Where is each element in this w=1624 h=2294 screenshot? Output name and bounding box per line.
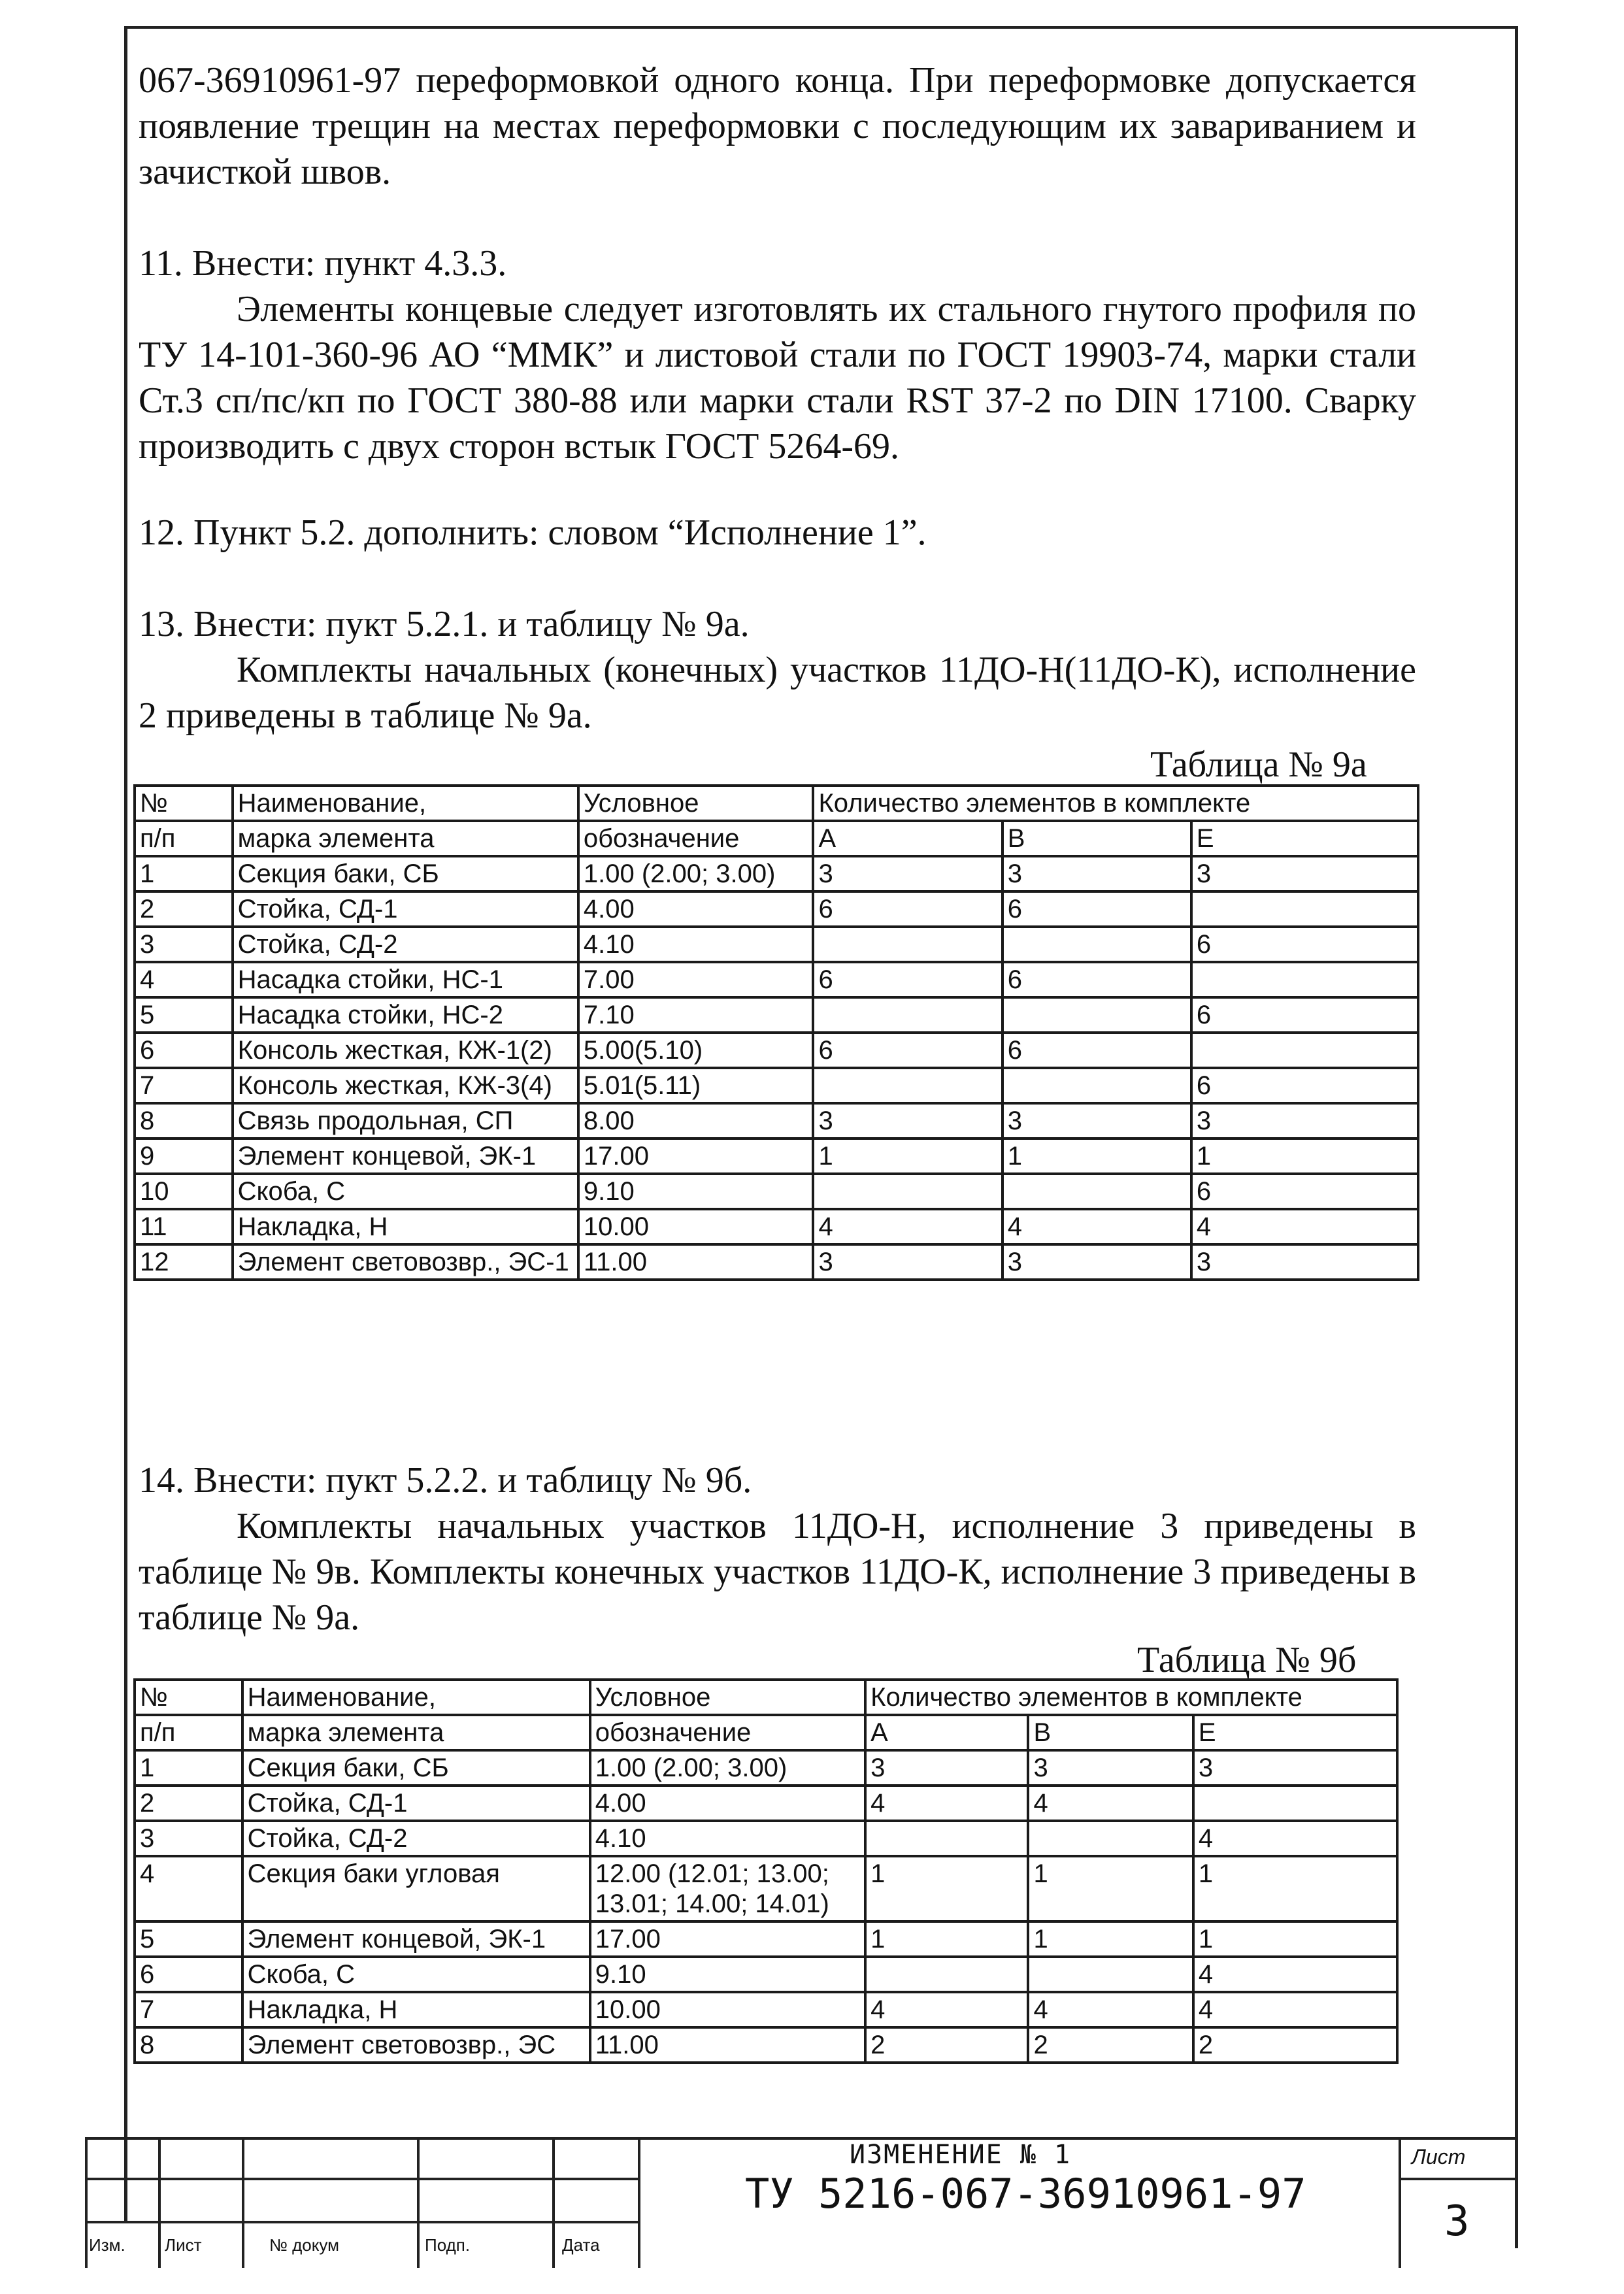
table-9b <box>133 1678 1399 2064</box>
cell-qty-b: 3 <box>1028 1750 1193 1786</box>
item14-heading: 14. Внести: пукт 5.2.2. и таблицу № 9б. <box>139 1460 752 1501</box>
stamp-line-top <box>85 2137 1518 2140</box>
stamp-vline-2 <box>158 2137 161 2268</box>
title-block-stamp <box>85 2137 1518 2274</box>
cell-qty-a <box>865 1821 1028 1856</box>
table9b-h-a: А <box>865 1715 1028 1750</box>
stamp-vline-5 <box>552 2137 555 2268</box>
cell-qty-e: 6 <box>1191 927 1418 962</box>
cell-qty-a <box>813 1068 1002 1103</box>
cell-qty-b: 6 <box>1003 891 1191 927</box>
cell-qty-e: 6 <box>1191 1068 1418 1103</box>
cell-num: 7 <box>135 1068 233 1103</box>
cell-qty-a: 1 <box>865 1921 1028 1957</box>
cell-qty-a: 3 <box>813 856 1002 891</box>
stamp-line-sheet <box>1399 2178 1518 2180</box>
intro-paragraph <box>139 58 1416 195</box>
cell-code: 5.01(5.11) <box>578 1068 814 1103</box>
cell-name: Элемент концевой, ЭК-1 <box>242 1921 590 1957</box>
cell-qty-e: 1 <box>1193 1921 1397 1957</box>
stamp-vline-4 <box>417 2137 420 2268</box>
table-row <box>135 891 1418 927</box>
cell-name: Элемент световозвр., ЭС-1 <box>233 1244 578 1280</box>
cell-name: Скоба, С <box>233 1174 578 1209</box>
table9b-h-num1: № <box>135 1680 242 1715</box>
cell-qty-b: 1 <box>1003 1139 1191 1174</box>
cell-name: Стойка, СД-2 <box>233 927 578 962</box>
cell-qty-e: 1 <box>1193 1856 1397 1921</box>
cell-num: 7 <box>135 1992 242 2027</box>
intro-text: 067-36910961-97 переформовкой одного конца. При переформовке допускается появление трещин на местах переформовки с последующим их завариванием и зачисткой швов. <box>139 60 1416 192</box>
cell-qty-e <box>1191 962 1418 997</box>
cell-name: Стойка, СД-1 <box>242 1786 590 1821</box>
cell-qty-e <box>1191 891 1418 927</box>
cell-code: 5.00(5.10) <box>578 1033 814 1068</box>
stamp-col-sign: Подп. <box>425 2235 471 2255</box>
cell-qty-a: 6 <box>813 1033 1002 1068</box>
table9b-h-code1: Условное <box>590 1680 865 1715</box>
table9b-body <box>135 1750 1397 2063</box>
cell-qty-e <box>1193 1786 1397 1821</box>
table-row <box>135 1957 1397 1992</box>
table9a-h-num1: № <box>135 786 233 821</box>
table9b-h-code2: обозначение <box>590 1715 865 1750</box>
cell-qty-e: 3 <box>1191 1244 1418 1280</box>
table9a-h-b: В <box>1003 821 1191 856</box>
cell-qty-b: 4 <box>1028 1786 1193 1821</box>
cell-qty-a: 4 <box>813 1209 1002 1244</box>
cell-code: 11.00 <box>578 1244 814 1280</box>
cell-code: 12.00 (12.01; 13.00; 13.01; 14.00; 14.01) <box>590 1856 865 1921</box>
stamp-col-izm: Изм. <box>89 2235 125 2255</box>
cell-qty-b <box>1003 1174 1191 1209</box>
cell-qty-b: 3 <box>1003 1103 1191 1139</box>
stamp-col-doc: № докум <box>269 2235 339 2255</box>
cell-num: 2 <box>135 1786 242 1821</box>
table-row <box>135 997 1418 1033</box>
cell-qty-e: 4 <box>1193 1992 1397 2027</box>
table-row <box>135 1921 1397 1957</box>
table9b-h-qty: Количество элементов в комплекте <box>865 1680 1397 1715</box>
item11-heading: 11. Внести: пункт 4.3.3. <box>139 243 507 284</box>
cell-code: 11.00 <box>590 2027 865 2063</box>
cell-qty-e: 2 <box>1193 2027 1397 2063</box>
table-row <box>135 1992 1397 2027</box>
table9a-h-name1: Наименование, <box>233 786 578 821</box>
cell-code: 1.00 (2.00; 3.00) <box>578 856 814 891</box>
stamp-vline-1 <box>85 2137 88 2268</box>
frame-top-line <box>124 26 1518 29</box>
cell-qty-a: 6 <box>813 962 1002 997</box>
cell-name: Элемент световозвр., ЭС <box>242 2027 590 2063</box>
cell-qty-a <box>865 1957 1028 1992</box>
table-row <box>135 2027 1397 2063</box>
cell-name: Связь продольная, СП <box>233 1103 578 1139</box>
cell-qty-e: 6 <box>1191 1174 1418 1209</box>
cell-name: Стойка, СД-2 <box>242 1821 590 1856</box>
cell-num: 8 <box>135 1103 233 1139</box>
cell-qty-a: 4 <box>865 1786 1028 1821</box>
item14-text: Комплекты начальных участков 11ДО-Н, исполнение 3 приведены в таблице № 9в. Комплекты конечных участков 11ДО-К, исполнение 3 приведены в таблице № 9а. <box>139 1506 1416 1638</box>
cell-code: 17.00 <box>578 1139 814 1174</box>
cell-qty-b: 4 <box>1028 1992 1193 2027</box>
cell-name: Скоба, С <box>242 1957 590 1992</box>
cell-code: 17.00 <box>590 1921 865 1957</box>
cell-qty-b <box>1003 1068 1191 1103</box>
table-row <box>135 1786 1397 1821</box>
table-row <box>135 1103 1418 1139</box>
stamp-change-title: ИЗМЕНЕНИЕ № 1 <box>850 2140 1072 2170</box>
cell-qty-a: 3 <box>813 1244 1002 1280</box>
cell-code: 7.10 <box>578 997 814 1033</box>
cell-qty-b: 3 <box>1003 1244 1191 1280</box>
cell-name: Консоль жесткая, КЖ-1(2) <box>233 1033 578 1068</box>
table-9a <box>133 784 1419 1281</box>
table-row <box>135 1821 1397 1856</box>
table9b-header-row-1 <box>135 1680 1397 1715</box>
item12-heading: 12. Пункт 5.2. дополнить: словом “Исполнение 1”. <box>139 512 927 553</box>
table9a-caption: Таблица № 9а <box>1150 744 1367 785</box>
cell-qty-e: 6 <box>1191 997 1418 1033</box>
table9a-h-e: Е <box>1191 821 1418 856</box>
table9b-caption: Таблица № 9б <box>1137 1640 1357 1680</box>
cell-num: 3 <box>135 927 233 962</box>
cell-num: 3 <box>135 1821 242 1856</box>
cell-qty-b <box>1003 997 1191 1033</box>
stamp-doc-code: ТУ 5216-067-36910961-97 <box>745 2170 1306 2218</box>
table9a-h-num2: п/п <box>135 821 233 856</box>
table-row <box>135 856 1418 891</box>
cell-qty-a: 1 <box>813 1139 1002 1174</box>
cell-name: Секция баки угловая <box>242 1856 590 1921</box>
cell-num: 6 <box>135 1033 233 1068</box>
cell-num: 1 <box>135 1750 242 1786</box>
stamp-sheet-label: Лист <box>1412 2145 1466 2169</box>
item13-text: Комплекты начальных (конечных) участков 11ДО-Н(11ДО-К), исполнение 2 приведены в таблице № 9а. <box>139 650 1416 736</box>
cell-qty-e: 4 <box>1191 1209 1418 1244</box>
table9a-header-row-2 <box>135 821 1418 856</box>
cell-name: Накладка, Н <box>242 1992 590 2027</box>
table9b-h-name1: Наименование, <box>242 1680 590 1715</box>
cell-qty-a: 2 <box>865 2027 1028 2063</box>
cell-num: 9 <box>135 1139 233 1174</box>
item14-paragraph <box>139 1503 1416 1640</box>
cell-num: 11 <box>135 1209 233 1244</box>
table-row <box>135 1139 1418 1174</box>
cell-name: Накладка, Н <box>233 1209 578 1244</box>
cell-num: 12 <box>135 1244 233 1280</box>
table-row <box>135 1856 1397 1921</box>
cell-qty-e <box>1191 1033 1418 1068</box>
item11-text: Элементы концевые следует изготовлять их стального гнутого профиля по ТУ 14-101-360-96 АО “ММК” и листовой стали по ГОСТ 19903-74, марки стали Ст.3 сп/пс/кп по ГОСТ 380-88 или марки стали RST 37-2 по DIN 17100. Сварку производить с двух сторон встык ГОСТ 5264-69. <box>139 289 1416 467</box>
table9a-body <box>135 856 1418 1280</box>
cell-code: 8.00 <box>578 1103 814 1139</box>
cell-qty-a: 3 <box>813 1103 1002 1139</box>
cell-qty-e: 3 <box>1191 856 1418 891</box>
cell-code: 10.00 <box>590 1992 865 2027</box>
item11-paragraph <box>139 286 1416 469</box>
cell-num: 2 <box>135 891 233 927</box>
cell-qty-a: 3 <box>865 1750 1028 1786</box>
table9a-h-a: А <box>813 821 1002 856</box>
cell-code: 4.00 <box>578 891 814 927</box>
cell-code: 7.00 <box>578 962 814 997</box>
table9b-h-e: Е <box>1193 1715 1397 1750</box>
cell-num: 5 <box>135 997 233 1033</box>
frame-left-line <box>124 26 127 2222</box>
cell-name: Секция баки, СБ <box>233 856 578 891</box>
cell-qty-b: 6 <box>1003 962 1191 997</box>
table-row <box>135 1750 1397 1786</box>
cell-qty-b <box>1003 927 1191 962</box>
cell-qty-e: 3 <box>1193 1750 1397 1786</box>
cell-qty-e: 4 <box>1193 1957 1397 1992</box>
cell-qty-b: 4 <box>1003 1209 1191 1244</box>
cell-qty-e: 4 <box>1193 1821 1397 1856</box>
stamp-sheet-number: 3 <box>1444 2197 1470 2246</box>
table9a-h-name2: марка элемента <box>233 821 578 856</box>
cell-name: Насадка стойки, НС-2 <box>233 997 578 1033</box>
cell-qty-e: 1 <box>1191 1139 1418 1174</box>
stamp-col-list: Лист <box>165 2235 202 2255</box>
cell-name: Стойка, СД-1 <box>233 891 578 927</box>
cell-name: Элемент концевой, ЭК-1 <box>233 1139 578 1174</box>
cell-qty-a <box>813 1174 1002 1209</box>
table9a-h-qty: Количество элементов в комплекте <box>813 786 1418 821</box>
cell-qty-b: 3 <box>1003 856 1191 891</box>
cell-qty-b: 1 <box>1028 1856 1193 1921</box>
table9a-h-code2: обозначение <box>578 821 814 856</box>
item13-heading: 13. Внести: пукт 5.2.1. и таблицу № 9а. <box>139 604 750 644</box>
cell-qty-a: 6 <box>813 891 1002 927</box>
table9a-h-code1: Условное <box>578 786 814 821</box>
cell-code: 9.10 <box>590 1957 865 1992</box>
cell-name: Насадка стойки, НС-1 <box>233 962 578 997</box>
cell-qty-b <box>1028 1957 1193 1992</box>
cell-code: 1.00 (2.00; 3.00) <box>590 1750 865 1786</box>
stamp-vline-6 <box>638 2137 640 2268</box>
table-row <box>135 1209 1418 1244</box>
cell-code: 9.10 <box>578 1174 814 1209</box>
cell-num: 4 <box>135 962 233 997</box>
cell-num: 6 <box>135 1957 242 1992</box>
stamp-vline-3 <box>242 2137 244 2268</box>
stamp-line-cols <box>85 2221 640 2223</box>
table9b-h-b: В <box>1028 1715 1193 1750</box>
table-row <box>135 927 1418 962</box>
table-row <box>135 1174 1418 1209</box>
cell-qty-e: 3 <box>1191 1103 1418 1139</box>
cell-name: Секция баки, СБ <box>242 1750 590 1786</box>
table9a-header-row-1 <box>135 786 1418 821</box>
cell-qty-a: 4 <box>865 1992 1028 2027</box>
table-row <box>135 1244 1418 1280</box>
cell-num: 5 <box>135 1921 242 1957</box>
table9b-header-row-2 <box>135 1715 1397 1750</box>
table-row <box>135 1068 1418 1103</box>
item13-paragraph <box>139 647 1416 739</box>
stamp-line-mid <box>85 2178 640 2180</box>
cell-qty-a <box>813 927 1002 962</box>
cell-code: 10.00 <box>578 1209 814 1244</box>
cell-num: 8 <box>135 2027 242 2063</box>
cell-code: 4.00 <box>590 1786 865 1821</box>
stamp-col-date: Дата <box>562 2235 600 2255</box>
cell-name: Консоль жесткая, КЖ-3(4) <box>233 1068 578 1103</box>
table-row <box>135 962 1418 997</box>
table9b-h-name2: марка элемента <box>242 1715 590 1750</box>
cell-num: 1 <box>135 856 233 891</box>
cell-qty-b: 6 <box>1003 1033 1191 1068</box>
cell-qty-b: 1 <box>1028 1921 1193 1957</box>
stamp-vline-7 <box>1399 2137 1401 2268</box>
cell-qty-a: 1 <box>865 1856 1028 1921</box>
frame-right-line <box>1515 26 1518 2248</box>
cell-qty-b <box>1028 1821 1193 1856</box>
cell-code: 4.10 <box>578 927 814 962</box>
cell-qty-b: 2 <box>1028 2027 1193 2063</box>
cell-code: 4.10 <box>590 1821 865 1856</box>
cell-num: 4 <box>135 1856 242 1921</box>
table9b-h-num2: п/п <box>135 1715 242 1750</box>
table-row <box>135 1033 1418 1068</box>
cell-num: 10 <box>135 1174 233 1209</box>
cell-qty-a <box>813 997 1002 1033</box>
